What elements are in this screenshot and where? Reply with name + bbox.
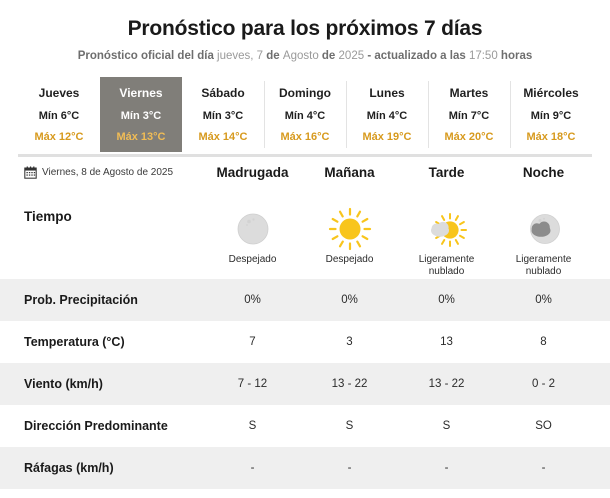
row-value: 7 - 12: [237, 377, 268, 390]
moon-clear-icon: [231, 207, 275, 254]
day-tab-max-temp: Máx 20°C: [444, 130, 494, 143]
detail-header-row: [0, 157, 610, 189]
row-value: 0%: [438, 293, 455, 306]
day-tab-domingo[interactable]: [264, 77, 346, 152]
row-value: -: [250, 461, 255, 474]
day-tab-min-temp: Mín 4°C: [366, 109, 408, 122]
moon-partly-cloudy-icon: [522, 207, 566, 254]
weather-cell: [398, 197, 495, 279]
row-value: 3: [346, 335, 353, 348]
day-tab-name: Domingo: [279, 85, 331, 100]
sun-clear-icon: [328, 207, 372, 254]
day-tab-max-temp: Máx 13°C: [116, 130, 166, 143]
subtitle-part-7: 17:50: [468, 50, 501, 63]
weather-condition-text: Despejado: [325, 253, 374, 265]
weather-row-label: Tiempo: [24, 208, 72, 224]
subtitle-part-4: de: [321, 50, 339, 63]
detail-table: [0, 157, 610, 489]
day-tab-max-temp: Máx 18°C: [526, 130, 576, 143]
day-tab-min-temp: Mín 3°C: [120, 109, 162, 122]
calendar-icon: [24, 166, 37, 179]
day-tab-min-temp: Mín 4°C: [284, 109, 326, 122]
forecast-subtitle: [0, 50, 610, 64]
selected-date-label: [18, 166, 204, 179]
period-header-maana: Mañana: [324, 165, 375, 181]
day-tab-name: Martes: [449, 85, 489, 100]
subtitle-part-6: - actualizado a las: [367, 50, 469, 63]
table-row: [0, 363, 610, 405]
row-value: 0%: [535, 293, 552, 306]
day-tab-name: Sábado: [201, 85, 245, 100]
row-label: Ráfagas (km/h): [24, 460, 114, 475]
day-tab-name: Lunes: [369, 85, 405, 100]
day-tab-martes[interactable]: [428, 77, 510, 152]
row-value: S: [442, 419, 451, 432]
weather-condition-text: Despejado: [228, 253, 277, 265]
row-value: 0 - 2: [531, 377, 555, 390]
subtitle-part-1: jueves, 7: [217, 50, 267, 63]
subtitle-part-3: Agosto: [282, 50, 322, 63]
day-tab-jueves[interactable]: [18, 77, 100, 152]
row-label: Dirección Predominante: [24, 418, 168, 433]
weather-condition-text: Ligeramente nublado: [418, 253, 475, 278]
subtitle-part-2: de: [266, 50, 283, 63]
subtitle-part-5: 2025: [338, 50, 368, 63]
day-tab-mircoles[interactable]: [510, 77, 592, 152]
subtitle-part-8: horas: [500, 50, 533, 63]
row-label: Temperatura (°C): [24, 334, 125, 349]
row-label: Prob. Precipitación: [24, 292, 138, 307]
day-tab-lunes[interactable]: [346, 77, 428, 152]
day-tab-max-temp: Máx 19°C: [362, 130, 412, 143]
row-value: S: [248, 419, 257, 432]
selected-date-text: Viernes, 8 de Agosto de 2025: [42, 167, 174, 179]
row-value: 13 - 22: [428, 377, 465, 390]
day-tab-name: Viernes: [119, 85, 163, 100]
weather-row: [0, 189, 610, 279]
period-header-tarde: Tarde: [428, 165, 465, 181]
weather-cell: [301, 197, 398, 267]
row-value: 13: [440, 335, 453, 348]
table-row: [0, 321, 610, 363]
day-tab-sbado[interactable]: [182, 77, 264, 152]
period-header-madrugada: Madrugada: [216, 165, 289, 181]
day-tab-name: Jueves: [38, 85, 80, 100]
row-value: 13 - 22: [331, 377, 368, 390]
row-value: 0%: [341, 293, 358, 306]
row-value: S: [345, 419, 354, 432]
day-tab-min-temp: Mín 7°C: [448, 109, 490, 122]
sun-partly-cloudy-icon: [425, 207, 469, 254]
day-tab-viernes[interactable]: [100, 77, 182, 152]
table-row: [0, 279, 610, 321]
subtitle-part-0: Pronóstico oficial del día: [77, 50, 218, 63]
day-tab-min-temp: Mín 3°C: [202, 109, 244, 122]
page-title: Pronóstico para los próximos 7 días: [127, 17, 483, 40]
day-tab-max-temp: Máx 14°C: [198, 130, 248, 143]
row-value: 8: [540, 335, 547, 348]
day-tab-name: Miércoles: [523, 85, 579, 100]
row-label: Viento (km/h): [24, 376, 103, 391]
table-row: [0, 405, 610, 447]
row-value: SO: [535, 419, 552, 432]
day-tabs: [0, 77, 610, 152]
weather-condition-text: Ligeramente nublado: [515, 253, 572, 278]
table-row: [0, 447, 610, 489]
row-value: 0%: [244, 293, 261, 306]
day-tab-max-temp: Máx 16°C: [280, 130, 330, 143]
row-value: -: [541, 461, 546, 474]
day-tab-min-temp: Mín 6°C: [38, 109, 80, 122]
row-value: 7: [249, 335, 256, 348]
row-value: -: [347, 461, 352, 474]
period-header-noche: Noche: [522, 165, 565, 181]
day-tab-min-temp: Mín 9°C: [530, 109, 572, 122]
day-tab-max-temp: Máx 12°C: [34, 130, 84, 143]
weather-cell: [495, 197, 592, 279]
header: [0, 0, 610, 64]
row-value: -: [444, 461, 449, 474]
weather-cell: [204, 197, 301, 267]
